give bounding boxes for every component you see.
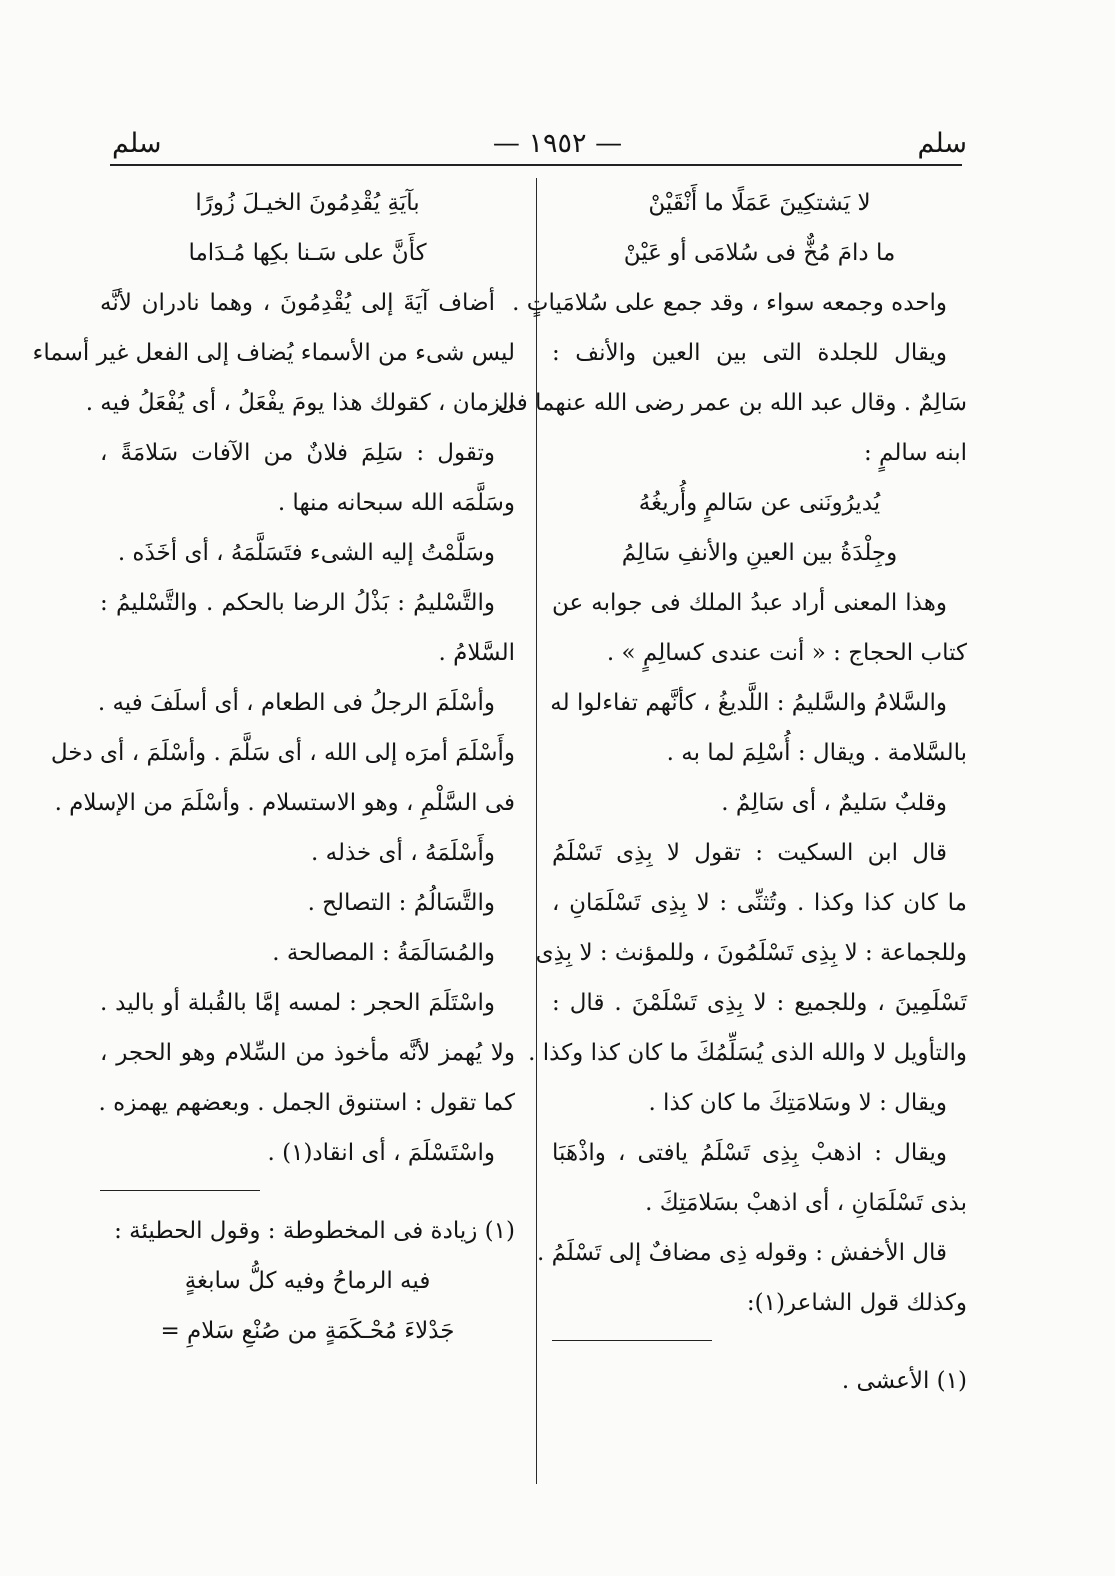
text-line: قال الأخفش : وقوله ذِى مضافٌ إلى تَسْلَمُ . (536, 1240, 947, 1266)
text-line: ما كان كذا وكذا . وتُثنِّى : لا بِذِى تَسْلَمَانِ ، (552, 890, 967, 916)
text-line: وأَسْلَمَهُ ، أى خذله . (310, 840, 495, 866)
text-line: السَّلامُ . (438, 640, 515, 666)
text-line: أضاف آيَةَ إلى يُقْدِمُونَ ، وهما نادران لأنَّه (100, 290, 495, 316)
text-line: وكذلك قول الشاعر(١): (746, 1290, 967, 1316)
header-root-word-right: سلم (917, 128, 967, 159)
footnote: (١) الأعشى . (841, 1368, 967, 1394)
text-line: واسْتَلَمَ الحجر : لمسه إمَّا بالقُبلة أو باليد . (100, 990, 495, 1016)
text-line: ولا يُهمز لأنَّه مأخوذ من السِّلام وهو الحجر ، (100, 1040, 515, 1066)
text-line: بذى تَسْلَمَانِ ، أى اذهبْ بسَلامَتِكَ . (645, 1190, 967, 1216)
text-line: والسَّلامُ والسَّليمُ : اللَّديغُ ، كأنَّهم تفاءلوا له (550, 690, 947, 716)
page-number: — ١٩٥٢ — (492, 128, 623, 159)
text-line: ويقال للجلدة التى بين العين والأنف : (552, 340, 947, 366)
header-rule (110, 164, 962, 166)
text-line: الزمان ، كقولك هذا يومَ يفْعَلُ ، أى يُفْعَلُ فيه . (85, 390, 515, 416)
verse-line: كأَنَّ على سَـنا بكِها مُـدَاما (188, 240, 427, 266)
text-line: والتَّسَالُمُ : التصالح . (307, 890, 495, 916)
text-line: وأَسْلَمَ أمرَه إلى الله ، أى سَلَّمَ . وأسْلَمَ ، أى دخل (50, 740, 515, 766)
text-line: فى السَّلْمِ ، وهو الاستسلام . وأسْلَمَ من الإسلام . (54, 790, 515, 816)
footnote-rule (100, 1190, 515, 1192)
text-line: كتاب الحجاج : « أنت عندى كسالِمٍ » . (606, 640, 967, 666)
right-column (497, 178, 967, 1406)
text-line: وسَلَّمْتُ إليه الشىء فتَسَلَّمَهُ ، أى أخَذَه . (117, 540, 495, 566)
column-divider (536, 178, 537, 1484)
verse-line: يُديرُونَنى عن سَالمٍ وأُريغُهُ (638, 490, 881, 516)
text-line: ويقال : لا وسَلامَتِكَ ما كان كذا . (648, 1090, 947, 1116)
text-line: كما تقول : استنوق الجمل . وبعضهم يهمزه . (98, 1090, 515, 1116)
text-line: ويقال : اذهبْ بِذِى تَسْلَمُ يافتى ، واذْهَبَا (552, 1140, 947, 1166)
footnote-verse-line: جَدْلاءَ مُحْـكَمَةٍ من صُنْعِ سَلامِ = (160, 1318, 455, 1344)
verse-line: بآيَةِ يُقْدِمُونَ الخيـلَ زُورًا (195, 190, 420, 216)
text-line: سَالِمٌ . وقال عبد الله بن عمر رضى الله عنهما فى (497, 390, 967, 416)
text-line: بالسَّلامة . ويقال : أُسْلِمَ لما به . (666, 740, 967, 766)
text-line: وللجماعة : لا بِذِى تَسْلَمُونَ ، وللمؤنث : لا بِذِى (535, 940, 967, 966)
header-root-word-left: سلم (112, 128, 162, 159)
footnote: (١) زيادة فى المخطوطة : وقول الحطيئة : (114, 1218, 515, 1244)
text-line: وقلبٌ سَليمٌ ، أى سَالِمٌ . (721, 790, 947, 816)
verse-line: ما دامَ مُخٌّ فى سُلامَى أو عَيْنْ (623, 240, 896, 266)
text-line: وهذا المعنى أراد عبدُ الملك فى جوابه عن (552, 590, 947, 616)
left-column (32, 178, 515, 1356)
text-line: والتَّسْليمُ : بَذْلُ الرضا بالحكم . والتَّسْليمُ : (100, 590, 495, 616)
text-line: وتقول : سَلِمَ فلانٌ من الآفات سَلامَةً ، (100, 440, 495, 466)
text-line: والتأويل لا والله الذى يُسَلِّمُكَ ما كان كذا وكذا . (528, 1040, 967, 1066)
verse-line: لا يَشتكِينَ عَمَلًا ما أَنْقَيْنْ (648, 190, 871, 216)
text-line: وسَلَّمَه الله سبحانه منها . (277, 490, 515, 516)
text-line: وأسْلَمَ الرجلُ فى الطعام ، أى أسلَفَ فيه . (97, 690, 495, 716)
text-line: تَسْلَمِينَ ، وللجميع : لا بِذِى تَسْلَمْنَ . قال : (552, 990, 967, 1016)
text-line: واحده وجمعه سواء ، وقد جمع على سُلامَياتٍ . (512, 290, 947, 316)
footnote-rule (552, 1340, 967, 1342)
text-line: ابنه سالمٍ : (863, 440, 967, 466)
text-line: والمُسَالَمَةُ : المصالحة . (272, 940, 495, 966)
text-line: ليس شىء من الأسماء يُضاف إلى الفعل غير أسماء (32, 340, 515, 366)
footnote-verse-line: فيه الرماحُ وفيه كلُّ سابغةٍ (184, 1268, 431, 1294)
text-line: قال ابن السكيت : تقول لا بِذِى تَسْلَمُ (552, 840, 947, 866)
verse-line: وجِلْدَةُ بين العينِ والأنفِ سَالِمُ (621, 540, 898, 566)
text-line: واسْتَسْلَمَ ، أى انقاد(١) . (267, 1140, 495, 1166)
